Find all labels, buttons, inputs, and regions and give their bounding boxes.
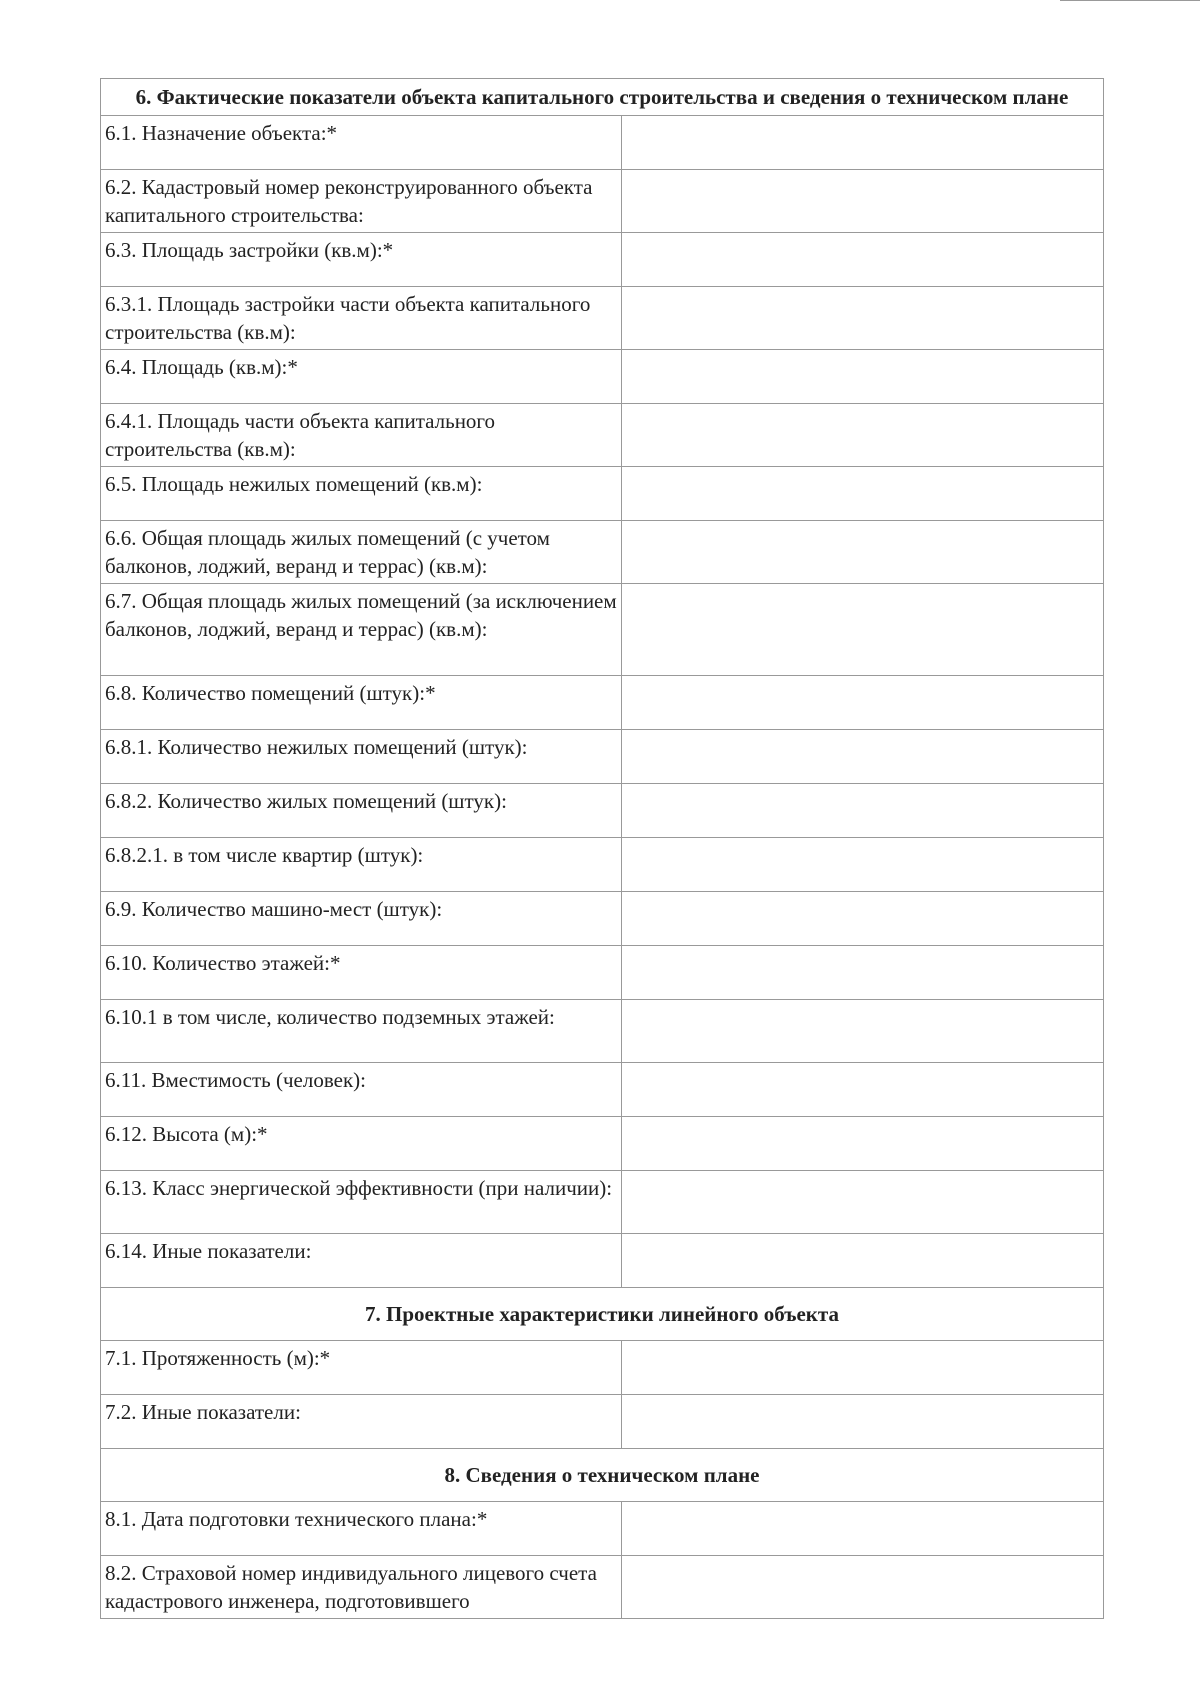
table-row — [101, 1171, 1104, 1234]
section-header — [101, 79, 1104, 116]
table-row — [101, 1000, 1104, 1063]
field-label: 6.10.1 в том числе, количество подземных этажей: — [101, 1000, 622, 1063]
field-value[interactable] — [622, 676, 1104, 730]
form-document — [100, 78, 1104, 1619]
field-value[interactable] — [622, 584, 1104, 676]
field-value[interactable] — [622, 1063, 1104, 1117]
field-value[interactable] — [622, 1000, 1104, 1063]
field-label: 6.4.1. Площадь части объекта капитального строительства (кв.м): — [101, 404, 622, 467]
page-edge-line — [1060, 0, 1200, 1]
field-label: 6.14. Иные показатели: — [101, 1234, 622, 1288]
field-label: 8.2. Страховой номер индивидуального лицевого счета кадастрового инженера, подготовившего — [101, 1556, 622, 1619]
form-table — [100, 78, 1104, 1619]
table-row — [101, 233, 1104, 287]
table-row — [101, 1117, 1104, 1171]
field-label: 6.1. Назначение объекта:* — [101, 116, 622, 170]
table-row — [101, 521, 1104, 584]
field-label: 6.4. Площадь (кв.м):* — [101, 350, 622, 404]
table-row — [101, 350, 1104, 404]
table-row — [101, 1234, 1104, 1288]
table-row — [101, 584, 1104, 676]
field-value[interactable] — [622, 404, 1104, 467]
section-title: 8. Сведения о техническом плане — [101, 1449, 1104, 1502]
field-value[interactable] — [622, 233, 1104, 287]
table-row — [101, 170, 1104, 233]
field-value[interactable] — [622, 730, 1104, 784]
field-value[interactable] — [622, 350, 1104, 404]
table-row — [101, 467, 1104, 521]
field-label: 6.12. Высота (м):* — [101, 1117, 622, 1171]
table-row — [101, 287, 1104, 350]
field-value[interactable] — [622, 116, 1104, 170]
field-label: 7.2. Иные показатели: — [101, 1395, 622, 1449]
field-label: 6.7. Общая площадь жилых помещений (за исключением балконов, лоджий, веранд и террас) (кв.м): — [101, 584, 622, 676]
field-value[interactable] — [622, 1171, 1104, 1234]
table-row — [101, 838, 1104, 892]
field-value[interactable] — [622, 1341, 1104, 1395]
table-row — [101, 784, 1104, 838]
field-label: 7.1. Протяженность (м):* — [101, 1341, 622, 1395]
table-row — [101, 1341, 1104, 1395]
field-label: 6.8.2.1. в том числе квартир (штук): — [101, 838, 622, 892]
field-label: 6.13. Класс энергической эффективности (при наличии): — [101, 1171, 622, 1234]
field-value[interactable] — [622, 1502, 1104, 1556]
field-value[interactable] — [622, 838, 1104, 892]
field-value[interactable] — [622, 784, 1104, 838]
field-value[interactable] — [622, 467, 1104, 521]
field-label: 6.3.1. Площадь застройки части объекта капитального строительства (кв.м): — [101, 287, 622, 350]
section-title: 6. Фактические показатели объекта капитального строительства и сведения о техническом плане — [101, 79, 1104, 116]
field-label: 6.11. Вместимость (человек): — [101, 1063, 622, 1117]
field-label: 6.9. Количество машино-мест (штук): — [101, 892, 622, 946]
field-label: 6.3. Площадь застройки (кв.м):* — [101, 233, 622, 287]
field-value[interactable] — [622, 1117, 1104, 1171]
field-value[interactable] — [622, 1234, 1104, 1288]
table-row — [101, 1502, 1104, 1556]
table-row — [101, 1063, 1104, 1117]
field-value[interactable] — [622, 892, 1104, 946]
table-row — [101, 676, 1104, 730]
table-row — [101, 116, 1104, 170]
table-row — [101, 946, 1104, 1000]
field-label: 8.1. Дата подготовки технического плана:* — [101, 1502, 622, 1556]
field-label: 6.2. Кадастровый номер реконструированного объекта капитального строительства: — [101, 170, 622, 233]
field-label: 6.8. Количество помещений (штук):* — [101, 676, 622, 730]
field-value[interactable] — [622, 946, 1104, 1000]
table-row — [101, 1556, 1104, 1619]
field-value[interactable] — [622, 1556, 1104, 1619]
section-header — [101, 1288, 1104, 1341]
table-row — [101, 730, 1104, 784]
field-value[interactable] — [622, 521, 1104, 584]
field-label: 6.6. Общая площадь жилых помещений (с учетом балконов, лоджий, веранд и террас) (кв.м): — [101, 521, 622, 584]
field-label: 6.8.2. Количество жилых помещений (штук): — [101, 784, 622, 838]
section-title: 7. Проектные характеристики линейного объекта — [101, 1288, 1104, 1341]
field-label: 6.10. Количество этажей:* — [101, 946, 622, 1000]
section-header — [101, 1449, 1104, 1502]
table-row — [101, 404, 1104, 467]
field-value[interactable] — [622, 1395, 1104, 1449]
field-label: 6.8.1. Количество нежилых помещений (штук): — [101, 730, 622, 784]
table-row — [101, 892, 1104, 946]
field-value[interactable] — [622, 287, 1104, 350]
field-value[interactable] — [622, 170, 1104, 233]
table-row — [101, 1395, 1104, 1449]
field-label: 6.5. Площадь нежилых помещений (кв.м): — [101, 467, 622, 521]
